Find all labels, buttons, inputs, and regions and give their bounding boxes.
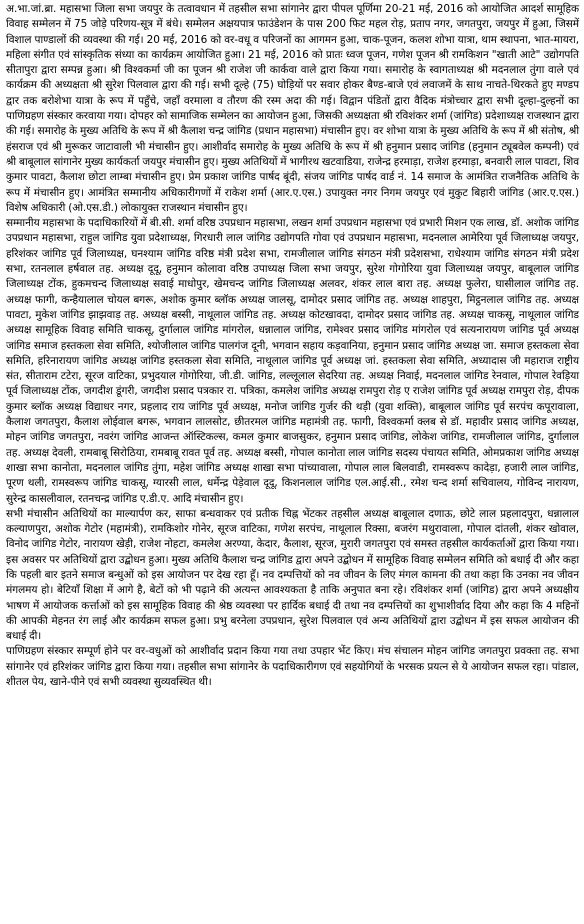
article-paragraph-2: सम्मानीय महासभा के पदाधिकारियों में बी.सी. शर्मा वरिष्ठ उपप्रधान महासभा, लखन शर्मा उपप्रधान महासभा एवं प्रभारी मिशन एक लाख, डॉ. अशोक जांगिड उपप्रधान महासभा, राहुल जांगिड युवा प्रदेशाध्यक्ष, गिरधारी लाल जांगिड उद्योगपति गोवा एवं उपप्रधान महासभा, मदनलाल आमेरिया पूर्व जिलाध्यक्ष जयपुर, हरिशंकर जांगिड पूर्व जिलाध्यक्ष, घनश्याम जांगिड वरिष्ठ मंत्री प्रदेश सभा, रामजीलाल जांगिड संगठन मंत्री प्रदेशसभा, राधेश्याम जांगिड संगठन मंत्री प्रदेश सभा, रतनलाल हर्षवाल तह. अध्यक्ष दूदू, हनुमान कोलावा वरिष्ठ उपाध्यक्ष जिला सभा जयपुर, सुरेश गोगोरिया युवा जिलाध्यक्ष जयपुर, बाबूलाल जांगिड जिलाध्यक्ष टोंक, हुकमचन्द जिलाध्यक्ष सवाई माधोपुर, खेमचन्द जांगिड जिलाध्यक्ष अलवर, शंकर लाल बारा तह. अध्यक्ष फुलेरा, घासीलाल जांगिड तह. अध्यक्ष फागी, कन्हैयालाल चोयल बगरू, अशोक कुमार ब्लॉक अध्यक्ष जालसू, दामोदर प्रसाद जांगिड तह. अध्यक्ष शाहपुरा, मिट्ठनलाल जांगिड तह. अध्यक्ष पावटा, मुकेश जांगिड झाझवाड़ तह. अध्यक्ष बस्सी, नाथूलाल जांगिड तह. अध्यक्ष कोटखावदा, दामोदर प्रसाद जांगिड तह. अध्यक्ष चाकसू, नाथूलाल जांगिड अध्यक्ष सामूहिक विवाह समिति चाकसू, दुर्गालाल जांगिड मांगरोल, धन्नालाल जांगिड, रामेश्वर प्रसाद जांगिड मांगरोल एवं सत्यनारायण जांगिड पूर्व अध्यक्ष जांगिड समाज हस्तकला सेवा समिति, श्योजीलाल जांगिड पालगंज दूनी, भगवान सहाय कड़वानिया, हनुमान प्रसाद जांगिड अध्यक्ष जा. समाज हस्तकला सेवा समिति, हरिनारायण जांगिड अध्यक्ष जांगिड हस्तकला सेवा समिति, नाथूलाल जांगिड पूर्व अध्यक्ष जां. हस्तकला सेवा समिति, अध्यादास जी महाराज राष्ट्रीय संत, सीताराम टटेरा, सूरज वाटिका, प्रभुदयाल गोगोरिया, जी.डी. जांगिड, लल्लूलाल सेदरिया तह. अध्यक्ष निवाई, मदनलाल जांगिड रेनवाल, गोपाल रेवड़िया पूर्व जिलाध्यक्ष टोंक, जगदीश डूंगरी, जगदीश प्रसाद पत्रकार रा. पत्रिका, कमलेश जांगिड अध्यक्ष रामपुरा रोड़ ए राजेश जांगिड पूर्व अध्यक्ष रामपुरा रोड़, दीपक कुमार ब्लॉक अध्यक्ष विद्याधर नगर, प्रहलाद राय जांगिड पूर्व अध्यक्ष, मनोज जांगिड गुर्जर की थड़ी (युवा शक्ति), बाबूलाल जांगिड पूर्व सरपंच कपूरावाला, कैलाश जगतपुरा, कैलाश लोईवाल बगरू, भगवान लालसोट, छीतरमल जांगिड महामंत्री तह. फागी, विश्वकर्मा क्लब से डॉ. महावीर प्रसाद जांगिड अध्यक्ष, मोहन जांगिड जगतपुरा, नवरंग जांगिड आजन्त ऑस्टिकल्स, कमल कुमार बाजसुकर, हनुमान प्रसाद जांगिड, लोकेश जांगिड, रामजीलाल जांगिड, दुर्गालाल तह. अध्यक्ष देवली, रामबाबू सिरोठिया, रामबाबू रावत पूर्व तह. अध्यक्ष बस्सी, गोपाल कानोता लाल जांगिड सदस्य पंचायत समिति, ओमप्रकाश जांगिड अध्यक्ष शाखा सभा कानोता, मदनलाल जांगिड तुंगा, महेश जांगिड अध्यक्ष शाखा सभा पांच्यावाला, गोपाल लाल बिलवाडी, रामस्वरूप कादेड़ा, हजारी लाल जांगिड, पूरण थली, रामस्वरूप जांगिड चाकसू, ग्यारसी लाल, धर्मेन्द्र पेड़ेवाल दूदू, किशनलाल जांगिड एल.आई.सी., रमेश चन्द शर्मा सचिवालय, गोविन्द नारायण, सुरेन्द्र कासलीवाल, रतनचन्द्र जांगिड ए.डी.ए. आदि मंचासीन हुए। — [6, 217, 579, 505]
article-paragraph-4: पाणिग्रहण संस्कार सम्पूर्ण होने पर वर-वधुओं को आशीर्वाद प्रदान किया गया तथा उपहार भेंट किए। मंच संचालन मोहन जांगिड जगतपुरा प्रवक्ता तह. सभा सांगानेर एवं हरिशंकर जांगिड द्वारा किया गया। तहसील सभा सांगानेर के पदाधिकारीगण एवं सहयोगियों के भरसक प्रयत्न से ये आयोजन सफल रहा। पांडाल, शीतल पेय, खाने-पीने एवं सभी व्यवस्था सुव्यवस्थित थी। — [6, 645, 579, 689]
article-paragraph-3: सभी मंचासीन अतिथियों का माल्यार्पण कर, साफा बन्धवाकर एवं प्रतीक चिह्न भेंटकर तहसील अध्यक्ष बाबूलाल दणाऊ, छोटे लाल प्रहलादपुरा, धन्नालाल कल्याणपुरा, अशोक गेटोर (महामंत्री), रामकिशोर गोनेर, सूरज वाटिका, गणेश सरपंच, नाथूलाल रिक्सा, बजरंग मथुरावाला, गोपाल दांतली, शंकर खोवाल, विनोद जांगिड गेटोर, नारायण खेड़ी, राजेश नोहटा, कमलेश अरण्या, केदार, कैलाश, सूरज, मुरारी जगतपुरा एवं समस्त तहसील कार्यकर्ताओं द्वारा किया गया। इस अवसर पर अतिथियों द्वारा उद्बोधन हुआ। मुख्य अतिथि कैलाश चन्द्र जांगिड द्वारा अपने उद्बोधन में सामूहिक विवाह सम्मेलन समिति को बधाई दी और कहा कि पहली बार इतने समाज बन्धुओं को इस आयोजन पर देख रहा हूँ। नव दम्पत्तियों को नव जीवन के लिए मंगल कामना की तथा कहा कि उनका नव जीवन मंगलमय हो। बेटियाँ शिक्षा में आगे है, बेटों को भी पढ़ाने की अत्यन्त आवश्यकता है ताकि अनुपात बना रहे। रविशंकर शर्मा (जांगिड) द्वारा अपने अध्यक्षीय भाषण में आयोजक कर्त्ताओं को इस सामूहिक विवाह की श्रेष्ठ व्यवस्था पर हार्दिक बधाई दी तथा नव दम्पत्तियों का शुभाशीर्वाद दिया और कहा कि 4 महिनों की आपकी मेहनत रंग लाई और कार्यक्रम सफल हुआ। प्रभु बरनेला उपप्रधान, सुरेश पिलवाल एवं अन्य अतिथियों द्वारा उद्बोधन में इस सफल आयोजन की बधाई दी। — [6, 507, 579, 643]
article-paragraph-1: अ.भा.जां.ब्रा. महासभा जिला सभा जयपुर के तत्वावधान में तहसील सभा सांगानेर द्वारा पीपल पूर्णिमा 20-21 मई, 2016 को आयोजित आदर्श सामूहिक विवाह सम्मेलन में 75 जोड़े परिणय-सूत्र में बंधे। सम्मेलन अक्षयपात्र फाउंडेशन के पास 200 फिट महल रोड़, प्रताप नगर, जगतपुरा, जयपुर में हुआ, जिसमें विशाल पाण्डालों की व्यवस्था की गई। 20 मई, 2016 को वर-वधू व परिजनों का आगमन हुआ, चाक-पूजन, कलश शोभा यात्रा, थाम स्थापना, भात-मायरा, महिला संगीत एवं सांस्कृतिक संध्या का कार्यक्रम आयोजित हुआ। 21 मई, 2016 को प्रातः ध्वज पूजन, गणेश पूजन श्री रामकिशन "खाती आटे" उद्योगपति सीतापुरा द्वारा सम्पन्न हुआ। श्री विश्वकर्मा जी का पूजन श्री राजेश जी कार्कवा वाले द्वारा किया गया। समारोह के स्वागताध्यक्ष श्री मदनलाल तुंगा वाले एवं कार्यक्रम की अध्यक्षता श्री सुरेश पिलवाल द्वारा की गई। सभी दूल्हे (75) घोड़ियों पर सवार होकर बैण्ड-बाजे एवं लवाजमें के साथ नाचते-थिरकते हुए मण्डप द्वार तक बरोशेभा यात्रा के रूप में पहुँचे, जहाँ वरमाला व तौरण की रस्म अदा की गई। विद्वान पंडितों द्वारा वैदिक मंत्रोच्चार द्वारा सभी दूल्हा-दुल्हनों का पाणिग्रहण संस्कार करवाया गया। दोपहर को सामाजिक सम्मेलन का आयोजन हुआ, जिसकी अध्यक्षता श्री रविशंकर शर्मा (जांगिड) प्रदेशाध्यक्ष राजस्थान द्वारा की गई। समारोह के मुख्य अतिथि के रूप में श्री कैलाश चन्द्र जांगिड (प्रधान महासभा) मंचासीन हुए। वर शोभा यात्रा के मुख्य अतिथि के रूप में श्री संतोष, श्री हंसराज एवं श्री मुरूकर जाटावाली भी मंचासीन हुए। आशीर्वाद समारोह के मुख्य अतिथि के रूप में श्री हनुमान प्रसाद जांगिड (हनुमान ट्यूबवेल कम्पनी) एवं श्री बाबूलाल सांगानेर मुख्य कार्यकर्ता जयपुर मंचासीन हुए। मुख्य अतिथियों में भागीरथ खटवाडिया, राजेन्द्र हरमाड़ा, राजेश हरमाड़ा, बनवारी लाल पावटा, शिव कुमार पावटा, कैलाश छोटा लाम्बा मंचासीन हुए। प्रेम प्रकाश जांगिड पार्षद बूंदी, संजय जांगिड पार्षद वार्ड नं. 14 समाज के आमंत्रित राजनैतिक अतिथि के रूप में मंचासीन हुए। आमंत्रित सम्मानीय अधिकारीगणों में राकेश शर्मा (आर.ए.एस.) उपायुक्त नगर निगम जयपुर एवं मुकुट बिहारी जांगिड (आर.ए.एस.) विशेष अधिकारी (ओ.एस.डी.) लोकायुक्त राजस्थान मंचासीन हुए। — [6, 3, 579, 214]
